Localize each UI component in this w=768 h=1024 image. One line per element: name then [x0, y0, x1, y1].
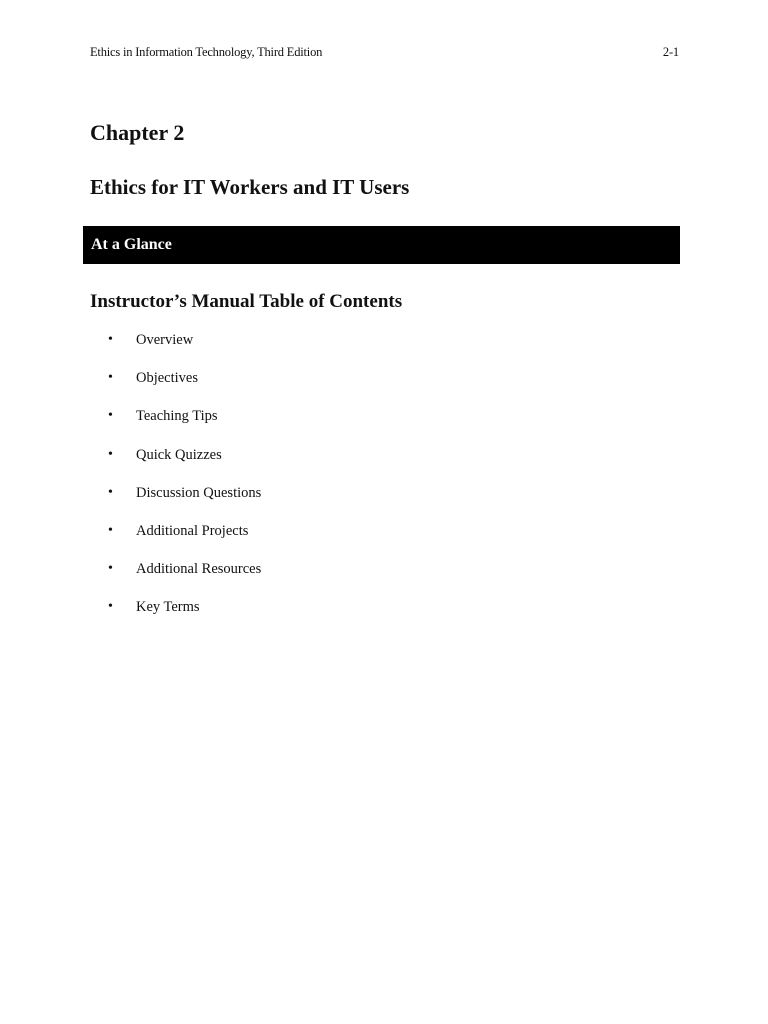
bullet-icon: •	[108, 408, 113, 424]
bullet-icon: •	[108, 599, 113, 615]
toc-item-label: Additional Projects	[136, 522, 249, 539]
running-header	[90, 45, 679, 60]
bullet-icon: •	[108, 484, 113, 500]
toc-item-label: Discussion Questions	[136, 484, 262, 501]
bullet-icon: •	[108, 332, 113, 347]
toc-item-additional-projects	[108, 519, 261, 557]
bullet-icon: •	[108, 370, 113, 386]
bullet-icon: •	[108, 446, 113, 462]
toc-item-overview	[108, 328, 261, 366]
at-a-glance-label: At a Glance	[91, 236, 172, 253]
toc-item-discussion-questions	[108, 481, 261, 519]
bullet-icon: •	[108, 561, 113, 577]
toc-item-additional-resources	[108, 557, 261, 595]
toc-item-teaching-tips	[108, 404, 261, 442]
toc-item-quick-quizzes	[108, 443, 261, 481]
toc-item-label: Overview	[136, 332, 194, 348]
toc-item-label: Quick Quizzes	[136, 446, 222, 463]
toc-item-label: Objectives	[136, 370, 199, 387]
bullet-icon: •	[108, 522, 113, 538]
toc-item-label: Teaching Tips	[136, 408, 218, 425]
toc-list	[108, 328, 261, 634]
toc-item-label: Additional Resources	[136, 561, 262, 578]
toc-item-objectives	[108, 366, 261, 404]
toc-item-key-terms	[108, 595, 261, 633]
book-title: Ethics in Information Technology, Third Edition	[90, 45, 323, 59]
chapter-title: Ethics for IT Workers and IT Users	[90, 175, 410, 199]
chapter-number: Chapter 2	[90, 120, 185, 145]
toc-item-label: Key Terms	[136, 599, 200, 616]
toc-heading: Instructor’s Manual Table of Contents	[90, 291, 403, 312]
at-a-glance-banner	[83, 226, 680, 264]
page-number: 2-1	[662, 45, 679, 59]
